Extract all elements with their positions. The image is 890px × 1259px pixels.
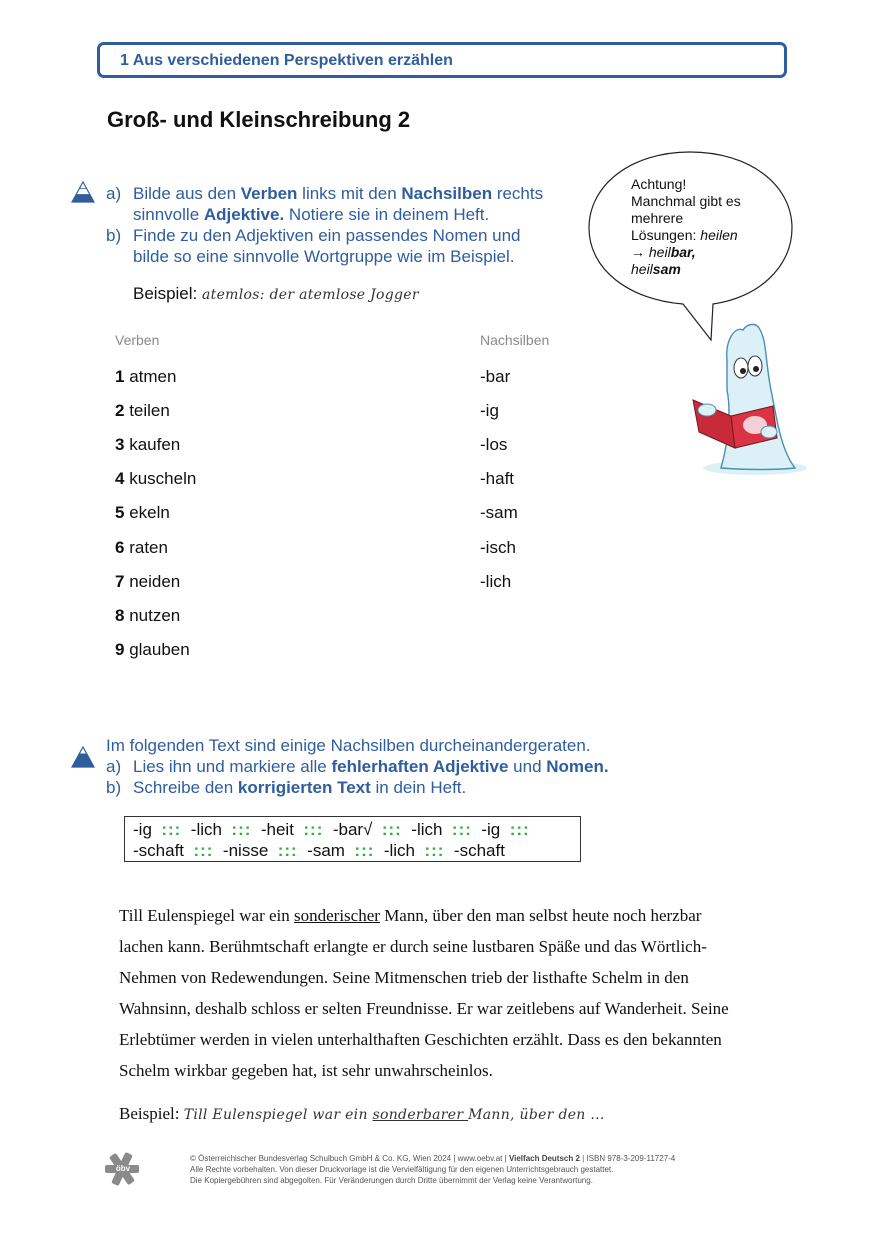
suffix-item: -los [480, 435, 508, 454]
story-line: Nehmen von Redewendungen. Seine Mitmenschen trieb der listhafte Schelm in den [119, 968, 689, 987]
speech-bubble-text: Achtung! Manchmal gibt es mehrere Lösungen: heilen → heilbar, heilsam [631, 176, 741, 277]
verb-item: 7 neiden [115, 572, 181, 591]
verb-item: 8 nutzen [115, 606, 181, 625]
task-1a-line-1: Bilde aus den Verben links mit den Nachsilben rechts [133, 184, 544, 203]
task-2-intro: Im folgenden Text sind einige Nachsilben durcheinandergeraten. [106, 736, 591, 755]
example-handwritten: atemlos: der atemlose Jogger [202, 287, 419, 303]
story-line: Wahnsinn, deshalb schloss er selten Freundnisse. Er war zeitlebens auf Wanderheit. Seine [119, 999, 729, 1018]
verb-item: 4 kuscheln [115, 469, 197, 488]
task-1a-marker: a) [106, 184, 122, 203]
publisher-logo-text: öbv [115, 1164, 131, 1173]
chapter-header: 1 Aus verschiedenen Perspektiven erzählen [120, 52, 453, 69]
story-line: Erlebtümer werden in vielen unterhalthaften Geschichten erzählt. Dass es den bekannten [119, 1030, 722, 1049]
verb-item: 6 raten [115, 538, 168, 557]
footer-copyright: © Österreichischer Bundesverlag Schulbuch GmbH & Co. KG, Wien 2024 | www.oebv.at | Vielfach Deutsch 2 | ISBN 978-3-209-11727-4 Alle Rechte vorbehalten. Von dieser Druckvorlage ist die Vervielfältigung für den eigenen Unterrichtsgebrauch gestattet. Die Kopiergebühren sind abgegolten. Für Veränderungen durch Dritte übernimmt der Verlag keine Verantwortung. [190, 1154, 676, 1185]
verb-item: 9 glauben [115, 640, 190, 659]
verb-item: 1 atmen [115, 367, 177, 386]
task-2a-line: Lies ihn und markiere alle fehlerhaften Adjektive und Nomen. [133, 757, 609, 776]
suffix-column-header: Nachsilben [480, 332, 550, 348]
task-1b-line-1: Finde zu den Adjektiven ein passendes Nomen und [133, 226, 521, 245]
task-2a-marker: a) [106, 757, 122, 776]
suffix-item: -sam [480, 503, 518, 522]
task-2b-marker: b) [106, 778, 122, 797]
suffix-box-row-2: -schaft ::: -nisse ::: -sam ::: -lich ::: -schaft [133, 841, 505, 860]
suffix-box-row-1: -ig ::: -lich ::: -heit ::: -bar√ ::: -lich ::: -ig ::: [133, 820, 530, 839]
task-1b-line-2: bilde so eine sinnvolle Wortgruppe wie im Beispiel. [133, 247, 515, 266]
verb-item: 2 teilen [115, 401, 170, 420]
verbs-column-header: Verben [115, 332, 160, 348]
ghost-mascot-reading-book [685, 320, 810, 480]
story-example: Beispiel: Till Eulenspiegel war ein sonderbarer Mann, über den ... [119, 1104, 605, 1123]
story-line: Schelm wirkbar gegeben hat, ist sehr unwahrscheinlos. [119, 1061, 493, 1080]
page-title: Groß- und Kleinschreibung 2 [107, 107, 411, 132]
suffix-item: -lich [480, 572, 512, 591]
suffix-box [124, 816, 581, 862]
task-1a-line-2: sinnvolle Adjektive. Notiere sie in deinem Heft. [133, 205, 490, 224]
task-1b-marker: b) [106, 226, 122, 245]
task-2b-line: Schreibe den korrigierten Text in dein Heft. [133, 778, 467, 797]
story-line: lachen kann. Berühmtschaft erlangte er durch seine lustbaren Späße und das Wörtlich- [119, 937, 707, 956]
story-line: Till Eulenspiegel war ein sonderischer Mann, über den man selbst heute noch herzbar [119, 906, 702, 925]
example-label: Beispiel: [133, 284, 198, 303]
difficulty-triangle-icon [71, 746, 95, 768]
task-1-example [133, 284, 419, 304]
difficulty-triangle-icon [71, 181, 95, 203]
suffix-item: -bar [480, 367, 511, 386]
verb-item: 3 kaufen [115, 435, 181, 454]
verb-item: 5 ekeln [115, 503, 170, 522]
publisher-logo-icon [104, 1152, 140, 1186]
suffix-item: -isch [480, 538, 516, 557]
suffix-item: -ig [480, 401, 499, 420]
suffix-item: -haft [480, 469, 515, 488]
